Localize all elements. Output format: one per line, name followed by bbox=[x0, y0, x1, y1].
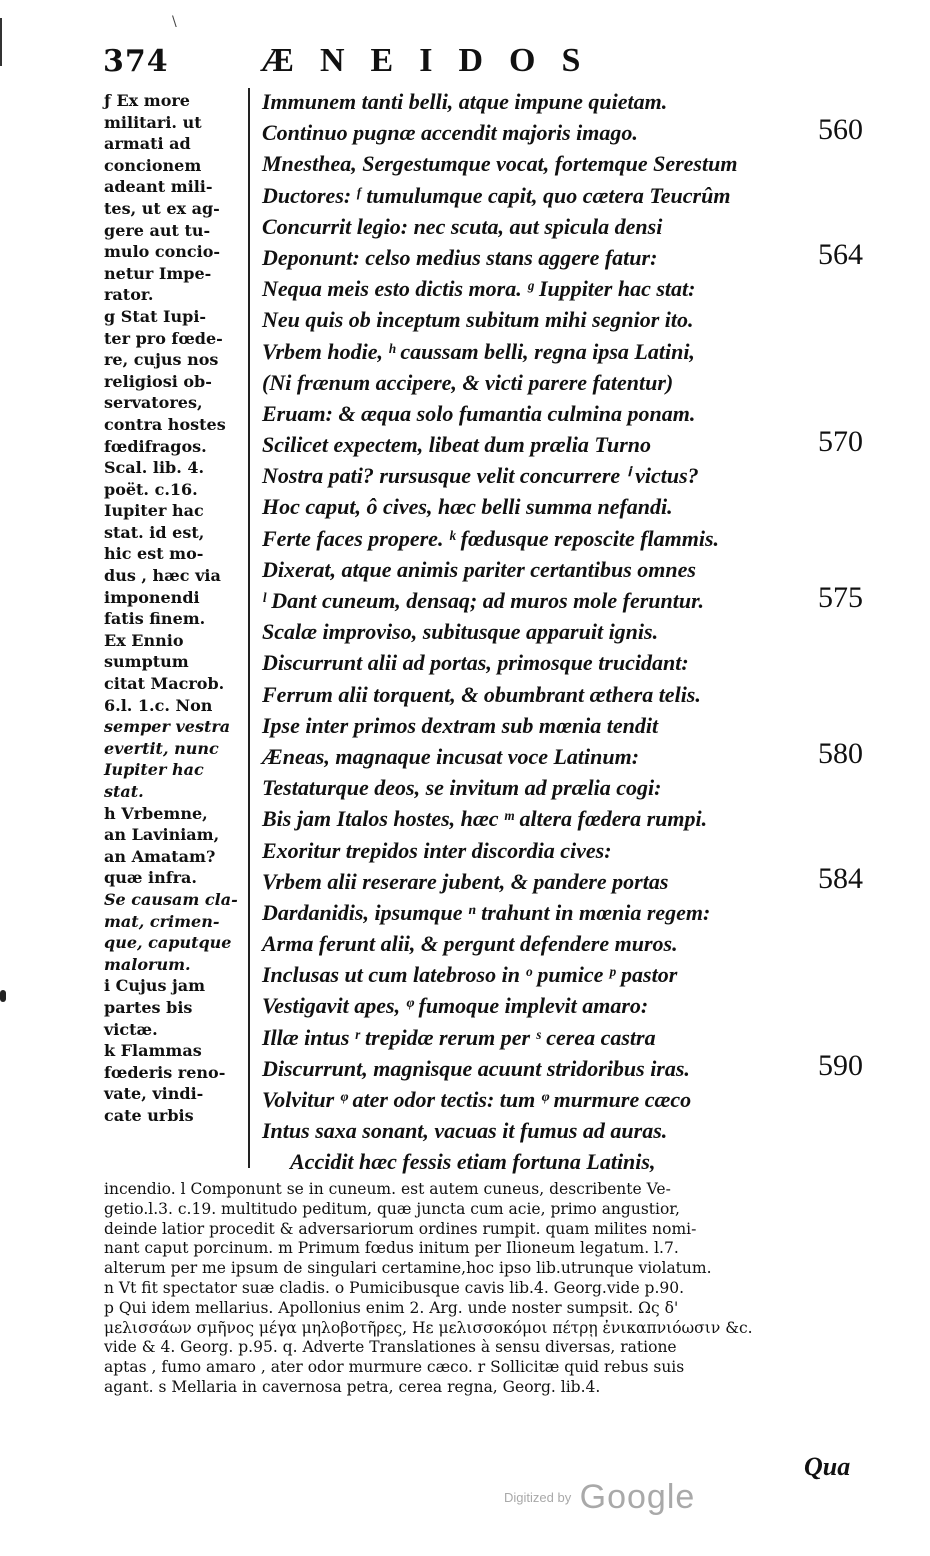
margin-note-line: Iupiter hac bbox=[104, 760, 204, 780]
column-rule bbox=[248, 88, 250, 1168]
verse-line: Accidit hæc fessis etiam fortuna Latinis, bbox=[290, 1149, 656, 1175]
line-number: 575 bbox=[818, 581, 863, 615]
margin-note-line: religiosi ob- bbox=[104, 371, 212, 391]
verse-line: Ferrum alii torquent, & obumbrant æthera telis. bbox=[262, 681, 701, 707]
verse-line: Scalæ improviso, subitusque apparuit ignis. bbox=[262, 619, 659, 645]
margin-note-line: hic est mo- bbox=[104, 544, 204, 564]
footnote-line: nant caput porcinum. m Primum fœdus initum per Ilioneum legatum. l.7. bbox=[104, 1239, 679, 1258]
margin-note-line: citat Macrob. bbox=[104, 674, 225, 694]
margin-note-line: rator. bbox=[104, 285, 154, 305]
margin-note-line: contra hostes bbox=[104, 414, 226, 434]
verse-line: Nostra pati? rursusque velit concurrere ⁱ victus? bbox=[262, 463, 699, 489]
line-number: 560 bbox=[818, 113, 863, 147]
verse-line: Concurrit legio: nec scuta, aut spicula densi bbox=[262, 213, 663, 239]
margin-note-line: fœderis reno- bbox=[104, 1062, 226, 1082]
margin-note-line: Ex Ennio bbox=[104, 630, 184, 650]
verse-line: Illæ intus ʳ trepidæ rerum per ˢ cerea castra bbox=[262, 1024, 656, 1050]
verse-line: Exoritur trepidos inter discordia cives: bbox=[262, 837, 612, 863]
margin-note-line: que, caputque bbox=[104, 933, 232, 953]
verse-line: Discurrunt alii ad portas, primosque trucidant: bbox=[262, 650, 689, 676]
running-head: ÆNEIDOS bbox=[260, 42, 607, 79]
edge-mark bbox=[0, 18, 2, 66]
margin-note-line: militari. ut bbox=[104, 112, 202, 132]
margin-note-line: quæ infra. bbox=[104, 868, 197, 888]
verse-line: Vrbem alii reserare jubent, & pandere portas bbox=[262, 868, 669, 894]
verse-line: Eruam: & æqua solo fumantia culmina ponam. bbox=[262, 400, 696, 426]
catchword: Qua bbox=[804, 1452, 851, 1481]
verse-line: Scilicet expectem, libeat dum prælia Turno bbox=[262, 432, 652, 458]
tick-mark: \ bbox=[172, 14, 177, 30]
margin-note-line: re, cujus nos bbox=[104, 350, 219, 370]
verse-line: Discurrunt, magnisque acuunt stridoribus iras. bbox=[262, 1055, 690, 1081]
verse-line: Bis jam Italos hostes, hæc ᵐ altera fœdera rumpi. bbox=[262, 806, 708, 832]
margin-note-line: 6.l. 1.c. Non bbox=[104, 695, 213, 715]
margin-note-line: stat. bbox=[104, 782, 144, 801]
margin-note-line: vate, vindi- bbox=[104, 1084, 204, 1104]
margin-note-line: fœdifragos. bbox=[104, 436, 207, 456]
footnote-line: agant. s Mellaria in cavernosa petra, cerea regna, Georg. lib.4. bbox=[104, 1377, 601, 1396]
margin-note-line: evertit, nunc bbox=[104, 738, 219, 758]
verse-line: Hoc caput, ô cives, hæc belli summa nefandi. bbox=[262, 494, 673, 520]
footnote-line: vide & 4. Georg. p.95. q. Adverte Translationes à sensu diversas, ratione bbox=[104, 1338, 677, 1357]
margin-note-line: poët. c.16. bbox=[104, 479, 198, 499]
verse-line: (Ni frænum accipere, & victi parere fatentur) bbox=[262, 369, 674, 395]
margin-note-line: k Flammas bbox=[104, 1041, 202, 1061]
margin-note-line: sumptum bbox=[104, 652, 189, 672]
margin-note-line: h Vrbemne, bbox=[104, 803, 208, 823]
footnote-line: alterum per me ipsum de singulari certamine,hoc ipso lib.utrunque violatum. bbox=[104, 1259, 712, 1278]
footnote-line: aptas , fumo amaro , ater odor murmure cæco. r Sollicitæ quid rebus suis bbox=[104, 1358, 685, 1377]
google-logo: Google bbox=[579, 1478, 696, 1516]
footnote-line: incendio. l Componunt se in cuneum. est autem cuneus, describente Ve- bbox=[104, 1180, 671, 1198]
verse-line: Neu quis ob inceptum subitum mihi segnior ito. bbox=[262, 307, 694, 333]
line-number: 590 bbox=[818, 1049, 863, 1083]
line-number: 580 bbox=[818, 737, 863, 771]
verse-line: Ipse inter primos dextram sub mœnia tendit bbox=[262, 712, 659, 738]
verse-line: Vrbem hodie, ʰ caussam belli, regna ipsa Latini, bbox=[262, 338, 695, 364]
verse-line: Volvitur ᵠ ater odor tectis: tum ᵠ murmure cæco bbox=[262, 1087, 692, 1112]
margin-note-line: adeant mili- bbox=[104, 177, 213, 197]
line-number: 564 bbox=[818, 238, 863, 271]
verse-line: Arma ferunt alii, & pergunt defendere muros. bbox=[262, 931, 678, 957]
margin-note-line: fatis finem. bbox=[104, 609, 206, 629]
verse-line: Continuo pugnæ accendit majoris imago. bbox=[262, 120, 638, 146]
verse-line: Mnesthea, Sergestumque vocat, fortemque Serestum bbox=[262, 151, 738, 177]
page-number: 374 bbox=[103, 44, 169, 79]
footnote-line: n Vt fit spectator suæ cladis. o Pumicibusque cavis lib.4. Georg.vide p.90. bbox=[104, 1278, 685, 1297]
margin-note-line: malorum. bbox=[104, 954, 191, 974]
margin-note-line: Scal. lib. 4. bbox=[104, 458, 205, 478]
verse-line: Testaturque deos, se invitum ad prælia cogi: bbox=[262, 775, 662, 801]
verse-line: Vestigavit apes, ᵠ fumoque implevit amaro: bbox=[262, 993, 649, 1019]
footnotes bbox=[104, 1180, 864, 1398]
margin-note-line: g Stat Iupi- bbox=[104, 306, 207, 326]
margin-note-line: armati ad bbox=[104, 134, 191, 154]
margin-note-line: servatores, bbox=[104, 393, 203, 413]
margin-note-line: netur Impe- bbox=[104, 263, 212, 283]
margin-note-line: semper vestra bbox=[104, 717, 231, 737]
verse-line: Immunem tanti belli, atque impune quietam. bbox=[262, 89, 668, 114]
margin-note-line: ƒ Ex more bbox=[104, 91, 190, 110]
margin-note-line: tes, ut ex ag- bbox=[104, 198, 220, 218]
verse-line: Ferte faces propere. ᵏ fœdusque reposcite flammis. bbox=[262, 525, 720, 551]
stray-ink-mark bbox=[0, 990, 6, 1002]
line-number: 584 bbox=[818, 862, 863, 895]
margin-note-line: mulo concio- bbox=[104, 242, 221, 262]
margin-notes bbox=[104, 90, 244, 1127]
margin-note-line: Iupiter hac bbox=[104, 501, 204, 521]
digitized-by-label: Digitized by bbox=[504, 1490, 572, 1505]
margin-note-line: stat. id est, bbox=[104, 522, 205, 542]
verse-line: Æneas, magnaque incusat voce Latinum: bbox=[262, 743, 640, 769]
margin-note-line: an Amatam? bbox=[104, 846, 216, 866]
line-number: 570 bbox=[818, 425, 863, 459]
verse-line: Inclusas ut cum latebroso in ᵒ pumice ᵖ pastor bbox=[262, 962, 678, 988]
margin-note-line: ter pro fœde- bbox=[104, 328, 223, 348]
margin-note-line: imponendi bbox=[104, 587, 200, 607]
verse-line: Dardanidis, ipsumque ⁿ trahunt in mœnia regem: bbox=[262, 899, 711, 925]
margin-note-line: dus , hæc via bbox=[104, 566, 221, 586]
verse-column bbox=[262, 86, 902, 1178]
verse-line: Nequa meis esto dictis mora. ᵍ Iuppiter hac stat: bbox=[262, 276, 696, 302]
footnote-line: p Qui idem mellarius. Apollonius enim 2. Arg. unde noster sumpsit. Ως δ' bbox=[104, 1298, 679, 1317]
margin-note-line: gere aut tu- bbox=[104, 220, 211, 240]
margin-note-line: mat, crimen- bbox=[104, 911, 220, 931]
verse-line: Dixerat, atque animis pariter certantibus omnes bbox=[262, 556, 696, 582]
verse-line: Deponunt: celso medius stans aggere fatur: bbox=[262, 244, 658, 270]
footnote-line: μελισσάων σμῆνος μέγα μηλοβοτῆρες, Ηε μελισσοκόμοι πέτρῃ ἐνικαπνιόωσιν &c. bbox=[104, 1318, 753, 1337]
margin-note-line: victæ. bbox=[104, 1019, 158, 1039]
digitized-by-watermark bbox=[504, 1478, 695, 1517]
footnote-line: getio.l.3. c.19. multitudo peditum, quæ juncta cum acie, primo angustior, bbox=[104, 1199, 680, 1218]
margin-note-line: partes bis bbox=[104, 997, 193, 1017]
margin-note-line: an Laviniam, bbox=[104, 825, 220, 845]
margin-note-line: Se causam cla- bbox=[104, 889, 238, 909]
margin-note-line: concionem bbox=[104, 155, 202, 175]
verse-line: Ductores: ᶠ tumulumque capit, quo cætera Teucrûm bbox=[262, 182, 731, 208]
footnote-line: deinde latior procedit & adversariorum ordines rumpit. quam milites nomi- bbox=[104, 1219, 697, 1238]
verse-line: Intus saxa sonant, vacuas it fumus ad auras. bbox=[262, 1118, 668, 1144]
margin-note-line: i Cujus jam bbox=[104, 976, 206, 996]
margin-note-line: cate urbis bbox=[104, 1105, 194, 1125]
verse-line: ˡ Dant cuneum, densaq; ad muros mole feruntur. bbox=[262, 588, 704, 613]
